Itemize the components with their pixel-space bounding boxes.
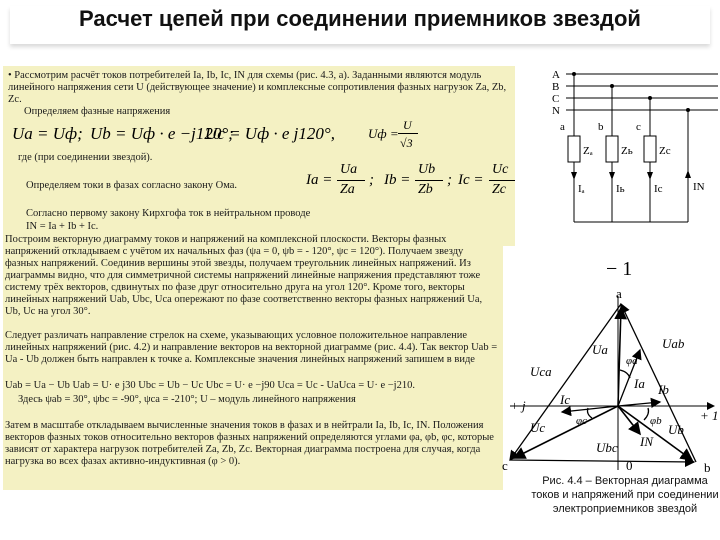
formula-ib-num: Ub — [418, 162, 436, 177]
label-ia: Ia — [634, 376, 645, 391]
fraction-bar — [489, 180, 515, 181]
axis-plus-one: + 1 — [700, 408, 719, 423]
node-label-a: a — [560, 121, 565, 133]
formula-uf-num: U — [403, 118, 412, 132]
label-phi-a: φa — [626, 355, 638, 367]
star-circuit-schematic — [548, 62, 720, 238]
semicolon: ; — [369, 172, 374, 188]
vector-diagram-paragraph: Построим векторную диаграмму токов и напряжений на комплексной плоскости. Векторы фазных напряжений откладываем с учётом их начальных фаз (ψa = 0, ψb = - 120°, ψc = 120°). Получаем звезду фазных напряжений. Соединив вершины этой звезды, получаем треугольник линейных напряжений. Из диаграммы видно, что для симметричной системы напряжений линейные напряжения представляют тоже систему трёх векторов, сдвинутых по фазе друг относительно друга на угол 120°. Кроме того, векторы линейных напряжений Uab, Ubc, Uca опережают по фазе соответственно векторы фазных напряжений Ua, Ub, Uc на угол 30°. — [5, 234, 483, 317]
current-label-a: Iₐ — [578, 183, 585, 195]
formula-ia-den: Za — [340, 182, 355, 197]
fraction-bar — [337, 180, 365, 181]
line-label-b: B — [552, 81, 560, 93]
formula-ic-lhs: Ic = — [458, 172, 484, 188]
vertex-0: 0 — [626, 458, 633, 472]
node-label-b: b — [598, 121, 604, 133]
label-ub: Ub — [668, 422, 684, 437]
kirchhoff-text: Согласно первому закону Кирхгофа ток в нейтральном проводе — [26, 208, 311, 219]
impedance-label-b: Zь — [621, 145, 633, 157]
label-phi-b: φb — [650, 415, 662, 427]
formula-ub: Ub = Uф · e −j120°; — [90, 124, 234, 143]
formula-ic-num: Uc — [492, 162, 509, 177]
vertex-a: a — [616, 286, 622, 301]
label-ic: Ic — [560, 392, 571, 407]
vertex-b: b — [704, 460, 711, 472]
phase-voltages-label: Определяем фазные напряжения — [24, 106, 171, 117]
formula-uc: Uc = Uф · e j120°, — [205, 124, 335, 143]
label-uc: Uc — [530, 420, 546, 435]
currents-label: Определяем токи в фазах согласно закону Ома. — [26, 180, 238, 191]
kirchhoff-equation: IN = Ia + Ib + Ic. — [26, 221, 99, 232]
formula-uf-lhs: Uф = — [368, 126, 399, 141]
formula-uf-den: √3 — [400, 136, 413, 150]
label-ubc: Ubc — [596, 440, 618, 455]
label-phi-c: φc — [576, 415, 587, 427]
line-label-a: A — [552, 69, 560, 81]
label-ua: Ua — [592, 342, 608, 357]
label-uca: Uca — [530, 364, 552, 379]
formula-ib-lhs: Ib = — [384, 172, 411, 188]
axis-minus-one: − 1 — [606, 258, 633, 280]
formula-ua: Ua = Uф; — [12, 124, 83, 143]
label-ib: Ib — [658, 382, 669, 397]
intro-paragraph: • Рассмотрим расчёт токов потребителей Ia, Ib, Ic, IN для схемы (рис. 4.3, а). Заданными являются модуль линейного напряжения сети U (действующее значение) и комплексные сопротивления фазных нагрузок Za, Zb, Zc. — [8, 70, 507, 105]
vertex-c: c — [502, 458, 508, 472]
slide-title: Расчет цепей при соединении приемников звездой — [79, 6, 641, 31]
formula-ib-den: Zb — [418, 182, 433, 197]
impedance-label-a: Zₐ — [583, 145, 593, 157]
fraction-bar — [415, 180, 443, 181]
impedance-label-c: Zc — [659, 145, 671, 157]
formula-ia-lhs: Ia = — [306, 172, 333, 188]
psi-values: Здесь ψab = 30°, ψbc = -90°, ψca = -210°; U – модуль линейного напряжения — [18, 394, 356, 405]
label-in: IN — [640, 434, 653, 449]
formula-ia-num: Ua — [340, 162, 358, 177]
fraction-bar — [398, 133, 418, 134]
label-uab: Uab — [662, 336, 685, 351]
semicolon: ; — [447, 172, 452, 188]
vector-diagram — [500, 284, 720, 472]
node-label-c: c — [636, 121, 641, 133]
figure-caption: Рис. 4.4 – Векторная диаграмма токов и напряжений при соединении электроприемников звездой — [531, 475, 719, 515]
axis-plus-j: + j — [510, 398, 526, 413]
final-paragraph: Затем в масштабе откладываем вычисленные значения токов в фазах и в нейтрали Ia, Ib, Ic, IN. Положения векторов фазных токов относительно векторов фазных напряжений определяются углами φa, φb, φc, которые зависят от характера нагрузок потребителей Za, Zb, Zc. Векторная диаграмма построена для случая, когда нагрузка во всех фазах активно-индуктивная (φ > 0). — [5, 420, 494, 467]
current-label-b: Iь — [616, 183, 625, 195]
line-voltage-equations: Uab = Ua − Ub Uab = U· e j30 Ubc = Ub − Uc Ubc = U· e −j90 Uca = Uc - UaUca = U· e −j210. — [5, 380, 415, 391]
current-label-c: Ic — [654, 183, 663, 195]
line-label-c: C — [552, 93, 560, 105]
direction-paragraph: Следует различать направление стрелок на схеме, указывающих условное положительное направление линейных напряжений (рис. 4.2) и направление векторов на векторной диаграмме (рис. 4.4). Так вектор Uab = Ua - Ub должен быть направлен к точке a. Комплексные значения линейных напряжений запишем в виде — [5, 330, 498, 365]
line-label-n: N — [552, 105, 560, 117]
formula-ic-den: Zc — [492, 182, 506, 197]
current-label-n: IN — [693, 181, 705, 193]
where-text: где (при соединении звездой). — [18, 152, 153, 163]
